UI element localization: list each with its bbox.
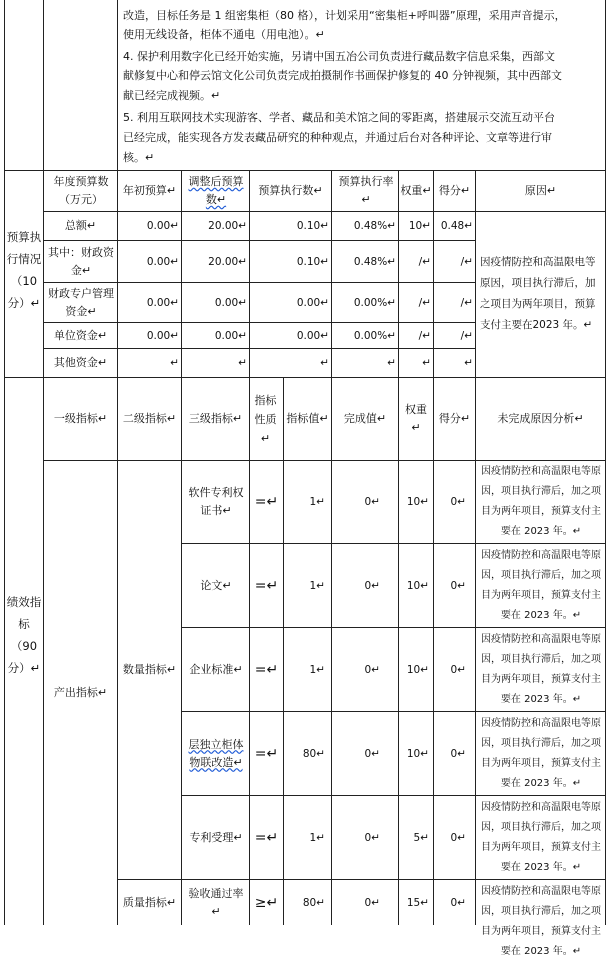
perf-actual: 0↵ (364, 579, 380, 592)
perf-nature: =↵ (254, 661, 279, 678)
perf-weight: 5↵ (413, 831, 429, 844)
perf-weight: 15↵ (406, 896, 429, 909)
perf-indicator-name: 软件专利权证书↵ (188, 486, 244, 517)
perf-header-target: 指标值↵ (286, 412, 329, 425)
budget-row-label: 总额↵ (64, 219, 97, 232)
perf-header-level2: 二级指标↵ (122, 412, 177, 425)
performance-section-label: 绩效指标（90分）↵ (6, 595, 42, 675)
border-left (4, 0, 5, 925)
perf-level2-quantity: 数量指标↵ (122, 663, 177, 676)
perf-indicator-name: 层独立柜体物联改造↵ (188, 737, 244, 769)
perf-target: 1↵ (309, 663, 325, 676)
perf-target: 1↵ (309, 496, 325, 508)
perf-header-weight: 权重↵ (405, 403, 427, 434)
perf-weight: 10↵ (406, 579, 429, 592)
top-text-line: 核。↵ (123, 151, 155, 164)
budget-cell-weight: ↵ (422, 357, 431, 369)
budget-cell-executed: ↵ (320, 357, 329, 369)
budget-cell-score: 0.48↵ (440, 220, 473, 232)
budget-header-annual: 年度预算数（万元） (53, 175, 109, 206)
perf-header-actual: 完成值↵ (343, 412, 387, 425)
budget-cell-executed: 0.10↵ (296, 255, 329, 268)
budget-reason: 因疫情防控和高温限电等原因，项目执行滞后，加之项目为两年项目，预算支付主要在2023 年。↵ (480, 256, 596, 331)
budget-cell-weight: 10↵ (408, 220, 431, 232)
budget-cell-rate: 0.48%↵ (353, 255, 396, 268)
perf-reason: 因疫情防控和高温限电等原因，项目执行滞后，加之项目为两年项目，预算支付主要在 2023 年。↵ (481, 633, 601, 705)
perf-indicator-name: 企业标准↵ (189, 662, 243, 676)
budget-header-score: 得分↵ (438, 184, 471, 197)
budget-cell-adjusted: 0.00↵ (214, 329, 247, 342)
budget-section-label: 预算执行情况（10分）↵ (6, 230, 42, 310)
budget-header-rate: 预算执行率↵ (338, 175, 394, 206)
perf-indicator-name: 专利受理↵ (189, 830, 243, 844)
budget-cell-rate: 0.00%↵ (353, 329, 396, 342)
budget-cell-score: /↵ (460, 329, 473, 342)
budget-cell-adjusted: 0.00↵ (214, 296, 247, 309)
perf-nature: =↵ (254, 829, 279, 846)
top-text-line: 改造，目标任务是 1 组密集柜（80 格），计划采用“密集柜+呼叫器”原理，采用声音提示， (123, 9, 566, 22)
budget-cell-initial: 0.00↵ (146, 255, 179, 268)
perf-score: 0↵ (450, 663, 466, 676)
perf-reason-partial: 因疫情防控和高温限电等原因，项目执行滞后，加之项目为两年项目，预算支付主要在 2023 年。↵ (481, 886, 601, 957)
perf-indicator-name: 论文↵ (200, 578, 232, 592)
perf-nature: =↵ (254, 577, 279, 594)
perf-actual: 0↵ (364, 831, 380, 844)
perf-level2-quality: 质量指标↵ (122, 895, 177, 909)
perf-actual: 0↵ (364, 747, 380, 760)
perf-target: 80↵ (302, 896, 325, 909)
perf-actual: 0↵ (364, 896, 380, 909)
line-h-top-end (4, 170, 606, 171)
budget-cell-rate: 0.48%↵ (353, 220, 396, 232)
perf-target: 80↵ (302, 747, 325, 760)
budget-cell-executed: 0.00↵ (296, 329, 329, 342)
perf-score: 0↵ (450, 896, 466, 909)
perf-nature: =↵ (254, 745, 279, 762)
perf-target: 1↵ (309, 579, 325, 592)
perf-reason: 因疫情防控和高温限电等原因，项目执行滞后，加之项目为两年项目，预算支付主要在 2023 年。↵ (481, 717, 601, 789)
budget-header-initial: 年初预算↵ (122, 184, 177, 197)
budget-cell-score: /↵ (460, 255, 473, 268)
budget-cell-initial: 0.00↵ (146, 329, 179, 342)
line-h-b-header-right (475, 211, 606, 212)
budget-cell-adjusted: ↵ (238, 357, 247, 369)
budget-row-label: 财政专户管理资金↵ (48, 286, 114, 318)
perf-nature: ≥↵ (254, 894, 279, 911)
budget-cell-score: /↵ (460, 296, 473, 309)
top-text-line: 使用无线设备，柜体不通电（用电池）。↵ (123, 28, 325, 41)
budget-header-adjusted: 调整后预算数↵ (188, 175, 244, 206)
budget-cell-rate: 0.00%↵ (353, 296, 396, 309)
budget-header-reason: 原因↵ (524, 184, 557, 197)
perf-reason: 因疫情防控和高温限电等原因，项目执行滞后，加之项目为两年项目，预算支付主要在 2023 年。↵ (481, 549, 601, 621)
perf-target: 1↵ (309, 831, 325, 844)
budget-cell-initial: ↵ (170, 357, 179, 369)
budget-row-label: 其他资金↵ (53, 356, 108, 369)
budget-cell-executed: 0.00↵ (296, 296, 329, 309)
perf-actual: 0↵ (364, 496, 380, 508)
perf-header-reason: 未完成原因分析↵ (497, 412, 584, 425)
budget-cell-executed: 0.10↵ (296, 220, 329, 232)
top-text-line: 献修复中心和停云馆文化公司负责完成拍摄制作书画保护修复的 40 分钟视频，其中西部文 (123, 69, 562, 82)
perf-actual: 0↵ (364, 663, 380, 676)
perf-nature: =↵ (254, 494, 279, 510)
perf-level1-output: 产出指标↵ (53, 686, 108, 699)
top-text-line: 献已经完成视频。↵ (123, 89, 221, 102)
perf-header-score: 得分↵ (438, 412, 471, 425)
budget-cell-weight: /↵ (418, 255, 431, 268)
perf-reason: 因疫情防控和高温限电等原因，项目执行滞后，加之项目为两年项目，预算支付主要在 2023 年。↵ (481, 801, 601, 873)
perf-score: 0↵ (450, 747, 466, 760)
budget-row-label: 单位资金↵ (53, 328, 108, 342)
budget-cell-weight: /↵ (418, 296, 431, 309)
perf-weight: 10↵ (406, 496, 429, 508)
perf-weight: 10↵ (406, 747, 429, 760)
perf-score: 0↵ (450, 496, 466, 508)
budget-row-label: 其中：财政资金↵ (48, 245, 114, 277)
perf-reason: 因疫情防控和高温限电等原因，项目执行滞后，加之项目为两年项目，预算支付主要在 2023 年。↵ (481, 466, 601, 537)
border-right (605, 0, 606, 925)
top-text-line: 5. 利用互联网技术实现游客、学者、藏品和美术馆之间的零距离，搭建展示交流互动平台 (123, 111, 555, 124)
budget-header-executed: 预算执行数↵ (258, 184, 323, 197)
top-text-line: 4. 保护利用数字化已经开始实施，另请中国五冶公司负责进行藏品数字信息采集，西部文 (123, 50, 555, 63)
budget-cell-adjusted: 20.00↵ (208, 255, 247, 268)
perf-header-nature: 指标性质↵ (254, 393, 277, 445)
top-text-line: 已经完成，能实现各方发表藏品研究的种种观点，并通过后台对各种评论、文章等进行审 (123, 131, 552, 144)
budget-cell-weight: /↵ (418, 329, 431, 342)
budget-cell-score: ↵ (464, 357, 473, 369)
perf-score: 0↵ (450, 831, 466, 844)
budget-header-weight: 权重↵ (400, 184, 432, 197)
budget-cell-rate: ↵ (387, 357, 396, 369)
perf-score: 0↵ (450, 579, 466, 592)
budget-cell-adjusted: 20.00↵ (208, 220, 247, 232)
budget-cell-initial: 0.00↵ (146, 220, 179, 232)
budget-cell-initial: 0.00↵ (146, 296, 179, 309)
perf-weight: 10↵ (406, 663, 429, 676)
perf-header-level3: 三级指标↵ (188, 412, 243, 425)
perf-header-level1: 一级指标↵ (53, 412, 108, 425)
perf-indicator-name: 验收通过率↵ (188, 886, 244, 918)
